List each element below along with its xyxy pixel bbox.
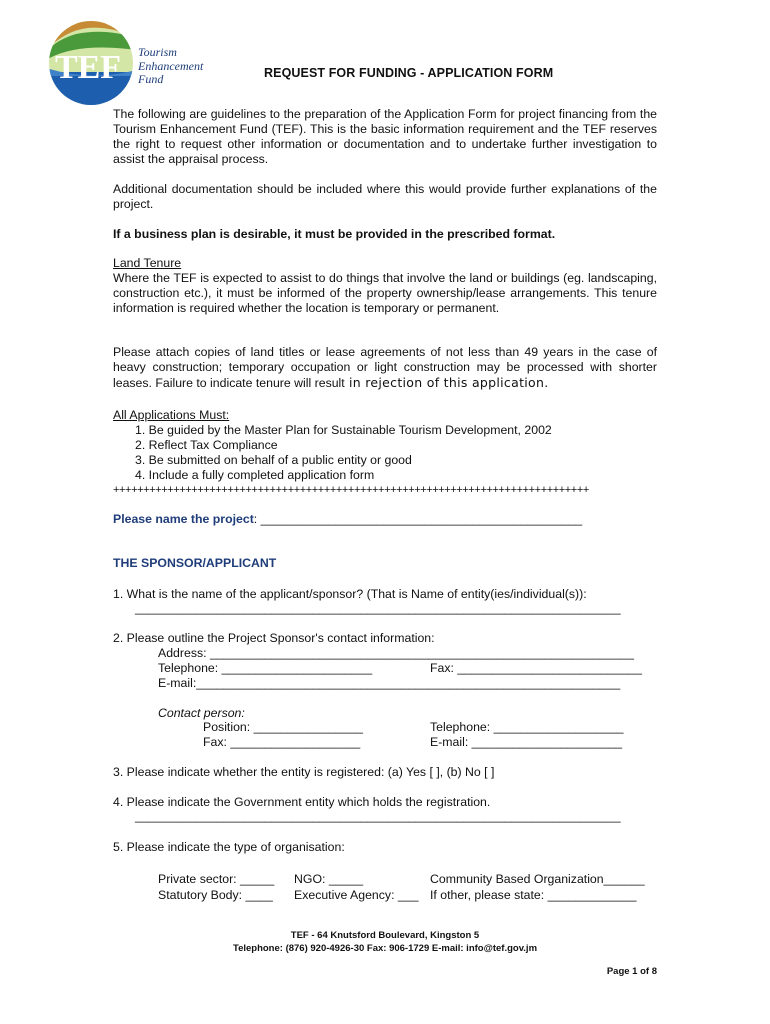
logo-line-enhancement: Enhancement bbox=[138, 58, 204, 73]
other-field[interactable]: If other, please state: _____________ bbox=[430, 888, 637, 902]
land-tenure-text: Where the TEF is expected to assist to do things that involve the land or buildings (eg. landscaping, construction etc.), it must be informed of the property ownership/lease arrangements. This tenure information is required whether the location is temporary or permanent. bbox=[113, 271, 657, 315]
logo-text bbox=[138, 46, 203, 87]
position-field[interactable]: Position: ________________ bbox=[203, 720, 364, 734]
must-heading-text: All Applications Must: bbox=[113, 408, 230, 422]
land-tenure-section bbox=[113, 256, 657, 316]
footer-address: TEF - 64 Knutsford Boulevard, Kingston 5 bbox=[290, 930, 480, 941]
separator: +++++++++++++++++++++++++++++++++++++++++++++++++++++++++++++++++++++++++++++++ bbox=[113, 484, 589, 496]
logo-initials: TEF bbox=[54, 49, 122, 86]
q1-answer-line[interactable]: _______________________________________________________________________ bbox=[135, 601, 621, 615]
executive-field[interactable]: Executive Agency: ___ bbox=[294, 888, 419, 902]
community-field[interactable]: Community Based Organization______ bbox=[430, 872, 645, 886]
address-field[interactable]: Address: ______________________________________________________________ bbox=[158, 646, 634, 660]
list-item: 3. Be submitted on behalf of a public entity or good bbox=[135, 453, 412, 467]
contact-telephone-field[interactable]: Telephone: ___________________ bbox=[430, 720, 624, 734]
logo-line-fund: Fund bbox=[138, 72, 164, 86]
page-number: Page 1 of 8 bbox=[606, 966, 657, 977]
footer-contact: Telephone: (876) 920-4926-30 Fax: 906-1729 E-mail: info@tef.gov.jm bbox=[232, 943, 538, 954]
private-sector-field[interactable]: Private sector: _____ bbox=[158, 872, 275, 886]
ngo-field[interactable]: NGO: _____ bbox=[294, 872, 364, 886]
project-name-label: Please name the project bbox=[113, 512, 254, 526]
tef-logo bbox=[46, 20, 136, 106]
list-item: 4. Include a fully completed application form bbox=[135, 468, 375, 482]
contact-email-field[interactable]: E-mail: ______________________ bbox=[430, 735, 623, 749]
project-name-field[interactable]: : _______________________________________________ bbox=[253, 512, 583, 526]
logo-line-tourism: Tourism bbox=[138, 45, 177, 59]
must-heading bbox=[113, 408, 229, 422]
land-tenure-heading: Land Tenure bbox=[113, 256, 182, 270]
attach-paragraph bbox=[113, 345, 657, 391]
q1-text: 1. What is the name of the applicant/sponsor? (That is Name of entity(ies/individual(s)): bbox=[113, 587, 587, 601]
q3-registered[interactable]: 3. Please indicate whether the entity is registered: (a) Yes [ ], (b) No [ ] bbox=[113, 765, 495, 779]
intro-paragraph: The following are guidelines to the preparation of the Application Form for project financing from the Tourism Enhancement Fund (TEF). This is the basic information requirement and the TEF reserves the right to request other information or documentation and to undertake further investigation to assist the appraisal process. bbox=[113, 107, 657, 166]
statutory-field[interactable]: Statutory Body: ____ bbox=[158, 888, 273, 902]
q4-answer-line[interactable]: _______________________________________________________________________ bbox=[135, 809, 621, 823]
project-name-row bbox=[113, 512, 582, 526]
additional-paragraph: Additional documentation should be included where this would provide further explanations of the project. bbox=[113, 182, 657, 211]
contact-fax-field[interactable]: Fax: ___________________ bbox=[203, 735, 361, 749]
contact-person-label: Contact person: bbox=[158, 706, 245, 720]
email-field[interactable]: E-mail:______________________________________________________________ bbox=[158, 676, 621, 690]
page-title: REQUEST FOR FUNDING - APPLICATION FORM bbox=[264, 66, 554, 80]
fax-field[interactable]: Fax: ___________________________ bbox=[430, 661, 642, 675]
list-item: 2. Reflect Tax Compliance bbox=[135, 438, 278, 452]
must-list bbox=[135, 423, 552, 483]
q4-text: 4. Please indicate the Government entity which holds the registration. bbox=[113, 795, 491, 809]
attach-emphasis: in rejection of this application. bbox=[344, 375, 549, 390]
attach-text: Please attach copies of land titles or lease agreements of not less than 49 years in the case of heavy construction; temporary occupation or light construction may be processed with shorter leases. Failure to indicate tenure will result bbox=[113, 345, 657, 390]
footer bbox=[0, 929, 770, 955]
sponsor-heading: THE SPONSOR/APPLICANT bbox=[113, 556, 277, 570]
telephone-field[interactable]: Telephone: ______________________ bbox=[158, 661, 373, 675]
q2-text: 2. Please outline the Project Sponsor's contact information: bbox=[113, 631, 435, 645]
business-plan-note: If a business plan is desirable, it must be provided in the prescribed format. bbox=[113, 227, 556, 241]
q5-text: 5. Please indicate the type of organisation: bbox=[113, 840, 345, 854]
list-item: 1. Be guided by the Master Plan for Sustainable Tourism Development, 2002 bbox=[135, 423, 552, 437]
